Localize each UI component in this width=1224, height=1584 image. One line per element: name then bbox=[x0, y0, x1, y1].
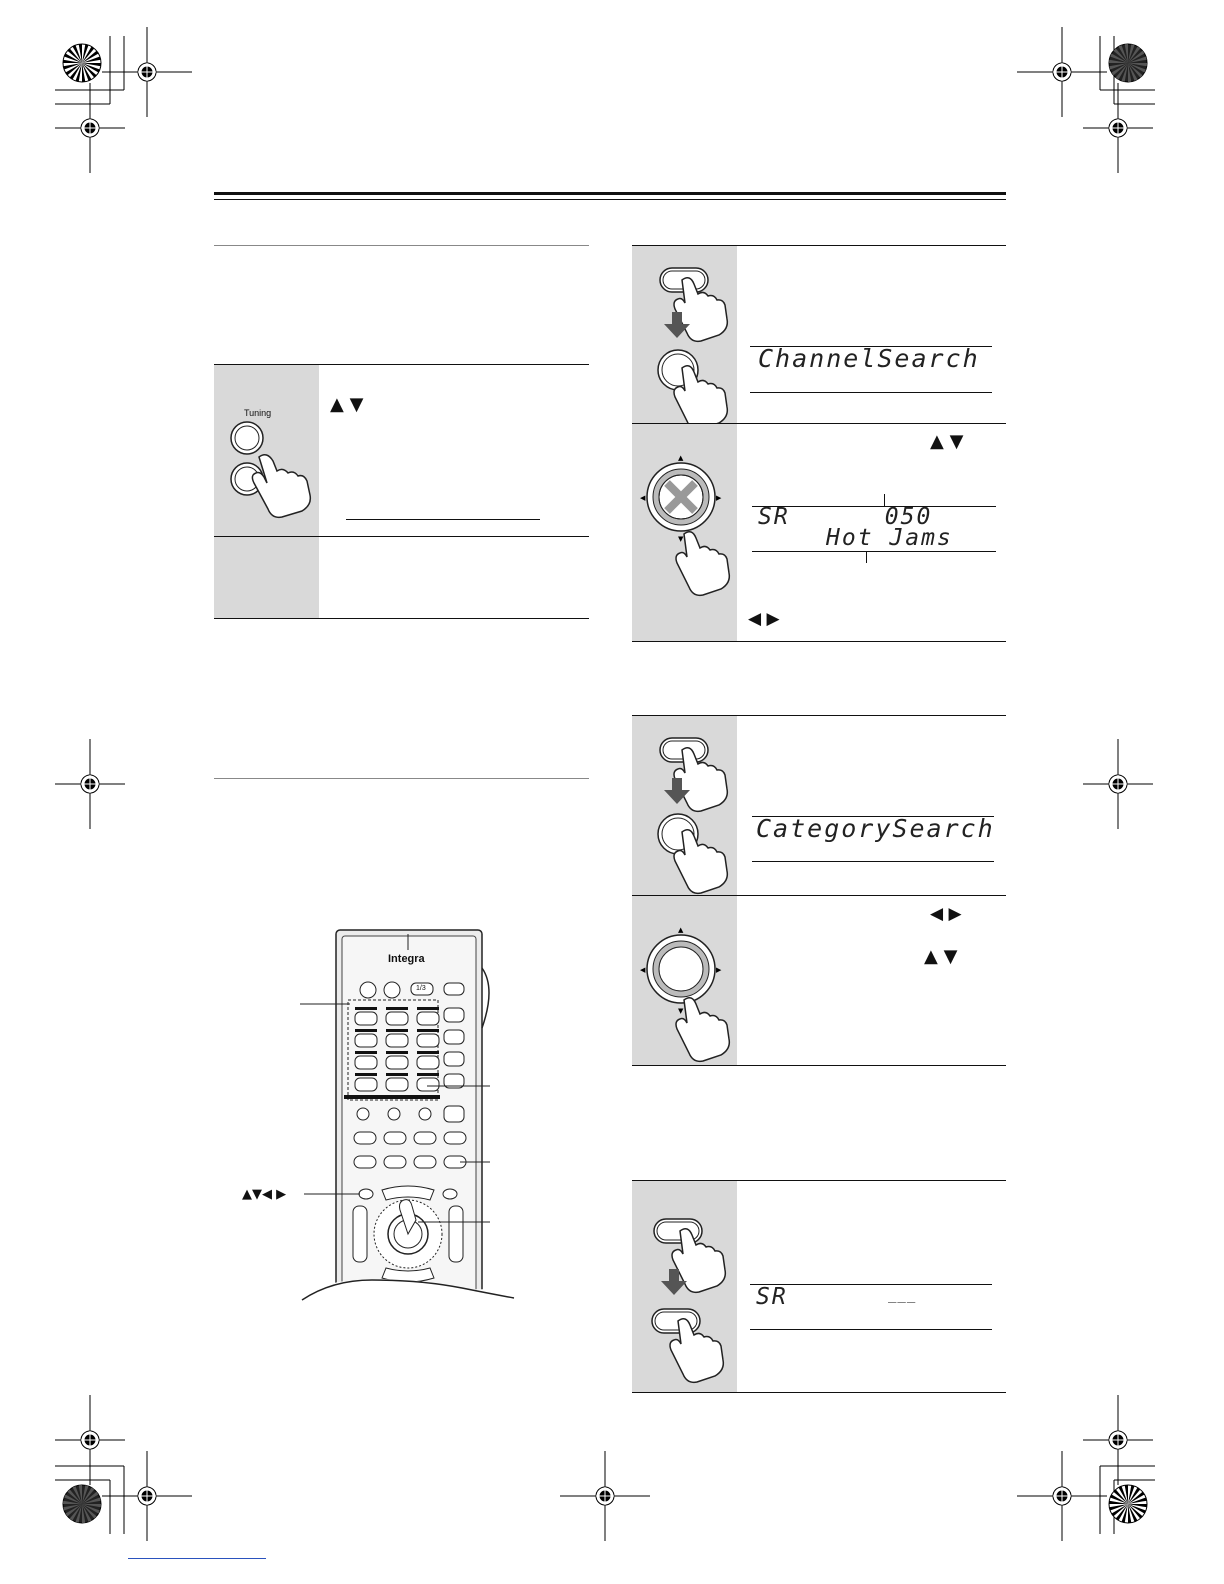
svg-text:▶: ▶ bbox=[716, 966, 722, 974]
right-block-c-bottom-rule bbox=[632, 1392, 1006, 1393]
lcd-sr-blank-value: ___ bbox=[888, 1287, 917, 1303]
remote-button bbox=[417, 1078, 439, 1091]
multidial-illustration-b bbox=[632, 896, 737, 1065]
display-then-memory-illustration bbox=[632, 1181, 737, 1392]
lcd-b-bottom-rule bbox=[752, 551, 996, 552]
lcd-channel-search: ChannelSearch bbox=[758, 344, 980, 373]
remote-pill-button bbox=[354, 1132, 376, 1144]
lcd-d-bottom-rule bbox=[750, 1329, 992, 1330]
registration-wheel-icon bbox=[63, 44, 101, 82]
remote-button bbox=[355, 1034, 377, 1047]
remote-button bbox=[355, 1012, 377, 1025]
svg-text:▼: ▼ bbox=[678, 535, 684, 543]
remote-button bbox=[386, 1056, 408, 1069]
remote-pill-button bbox=[354, 1156, 376, 1168]
up-down-arrow-icon: ▲ ▼ bbox=[330, 394, 364, 415]
remote-button bbox=[386, 1034, 408, 1047]
remote-arrow-keys-label: ▲▼◀ ▶ bbox=[242, 1187, 287, 1202]
left-step2-illustration-panel bbox=[214, 537, 319, 618]
multidial-illustration-a bbox=[632, 424, 737, 641]
remote-button bbox=[355, 1056, 377, 1069]
tuning-label: Tuning bbox=[244, 408, 272, 418]
display-then-enter-illustration-b bbox=[632, 716, 737, 895]
remote-pill-button bbox=[444, 1132, 466, 1144]
lcd-sr-blank: SR bbox=[756, 1284, 788, 1310]
remote-pill-button bbox=[414, 1132, 436, 1144]
left-right-arrow-icon-b: ◀ ▶ bbox=[930, 904, 962, 924]
registration-wheel-icon bbox=[1109, 1485, 1147, 1523]
remote-display-label: 1/3 bbox=[416, 985, 426, 992]
lcd-category-search: CategorySearch bbox=[756, 814, 995, 843]
display-then-enter-illustration bbox=[632, 246, 737, 423]
right-block-a-bottom-rule bbox=[632, 641, 1006, 642]
lcd-sr-name: Hot Jams bbox=[826, 525, 953, 551]
left-section2-rule bbox=[214, 778, 589, 779]
remote-button bbox=[386, 1078, 408, 1091]
header-rule-thick bbox=[214, 192, 1006, 195]
remote-control-illustration bbox=[232, 928, 522, 1308]
lcd-a-bottom-rule bbox=[750, 392, 992, 393]
remote-button bbox=[417, 1034, 439, 1047]
remote-button bbox=[386, 1012, 408, 1025]
left-step1-underline bbox=[346, 519, 540, 520]
svg-text:◀: ◀ bbox=[640, 966, 646, 974]
remote-brand-logo: Integra bbox=[388, 953, 425, 965]
registration-wheel-icon bbox=[1109, 44, 1147, 82]
remote-button bbox=[417, 1012, 439, 1025]
svg-text:▶: ▶ bbox=[716, 494, 722, 502]
registration-wheel-icon bbox=[63, 1485, 101, 1523]
right-block-b-bottom-rule bbox=[632, 1065, 1006, 1066]
remote-pill-button bbox=[384, 1132, 406, 1144]
up-down-arrow-icon-b: ▲ ▼ bbox=[924, 946, 958, 967]
remote-pill-button bbox=[384, 1156, 406, 1168]
svg-text:▲: ▲ bbox=[678, 454, 684, 462]
svg-text:◀: ◀ bbox=[640, 494, 646, 502]
left-section-rule bbox=[214, 245, 589, 246]
header-rule-thin bbox=[214, 199, 1006, 200]
lcd-b-tick-bottom bbox=[866, 551, 867, 563]
left-right-arrow-icon-a: ◀ ▶ bbox=[748, 609, 780, 629]
up-down-arrow-icon-a: ▲ ▼ bbox=[930, 431, 964, 452]
lcd-sr-channel: SR 050 bbox=[758, 504, 933, 530]
left-step-bottom-rule bbox=[214, 618, 589, 619]
tuning-buttons-illustration bbox=[214, 365, 319, 536]
lcd-c-bottom-rule bbox=[752, 861, 994, 862]
footer-link-underline[interactable] bbox=[128, 1558, 266, 1559]
remote-button bbox=[417, 1056, 439, 1069]
svg-text:▼: ▼ bbox=[678, 1007, 684, 1015]
remote-pill-button bbox=[414, 1156, 436, 1168]
svg-text:▲: ▲ bbox=[678, 926, 684, 934]
remote-button bbox=[355, 1078, 377, 1091]
